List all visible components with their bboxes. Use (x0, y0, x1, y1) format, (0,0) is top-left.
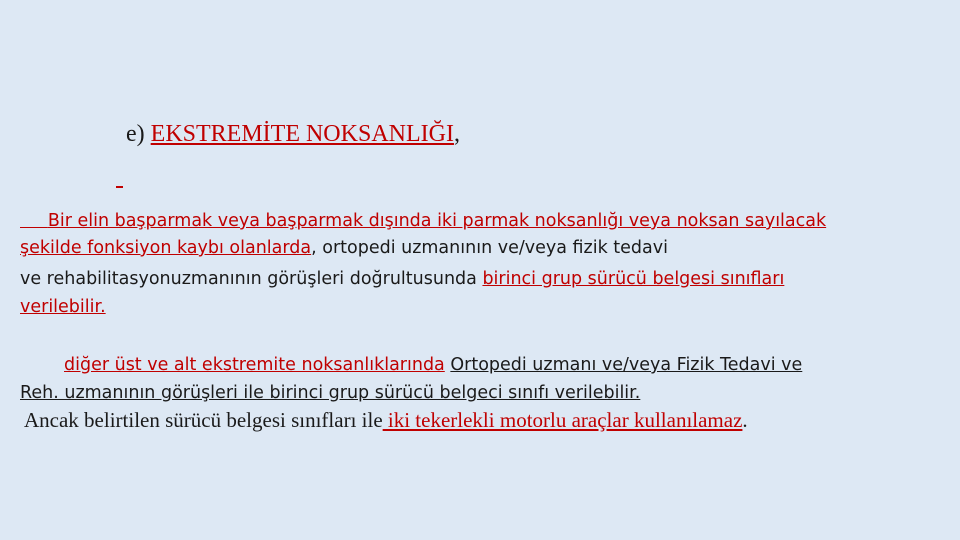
paragraph-1-license-classes: birinci grup sürücü belgesi sınıfları (482, 269, 785, 289)
paragraph-1-line-1 (20, 208, 826, 234)
paragraph-3 (24, 408, 748, 433)
section-title (126, 121, 460, 148)
indent-underline (20, 211, 48, 231)
paragraph-1-text-cont: , ortopedi uzmanının ve/veya fizik tedavi (311, 238, 668, 258)
paragraph-3-end: . (742, 408, 748, 432)
paragraph-2-line-2 (20, 380, 640, 406)
paragraph-1-line-3 (20, 266, 784, 292)
title-heading: EKSTREMİTE NOKSANLIĞI (150, 121, 454, 147)
paragraph-1-text: Bir elin başparmak veya başparmak dışında iki parmak noksanlığı veya noksan sayılacak (47, 211, 827, 231)
title-prefix: e) (126, 121, 151, 147)
decorative-dash (116, 186, 123, 188)
paragraph-3-text: Ancak belirtilen sürücü belgesi sınıfları ile (24, 408, 383, 432)
paragraph-1-highlight: şekilde fonksiyon kaybı olanlarda (20, 238, 312, 258)
paragraph-1-line3-text: ve rehabilitasyonuzmanının görüşleri doğrultusunda (20, 269, 483, 289)
paragraph-1-end: verilebilir. (20, 297, 106, 317)
paragraph-2-text: Ortopedi uzmanı ve/veya Fizik Tedavi ve (450, 355, 803, 375)
paragraph-3-highlight: iki tekerlekli motorlu araçlar kullanılamaz (382, 408, 743, 432)
paragraph-1-line-2 (20, 235, 668, 261)
paragraph-1-line-4 (20, 294, 106, 320)
paragraph-2-line-1 (64, 352, 802, 378)
paragraph-2-text-cont: Reh. uzmanının görüşleri ile birinci grup sürücü belgeci sınıfı verilebilir. (20, 383, 641, 403)
title-suffix: , (453, 121, 460, 147)
paragraph-2-highlight: diğer üst ve alt ekstremite noksanlıklarında (64, 355, 445, 375)
